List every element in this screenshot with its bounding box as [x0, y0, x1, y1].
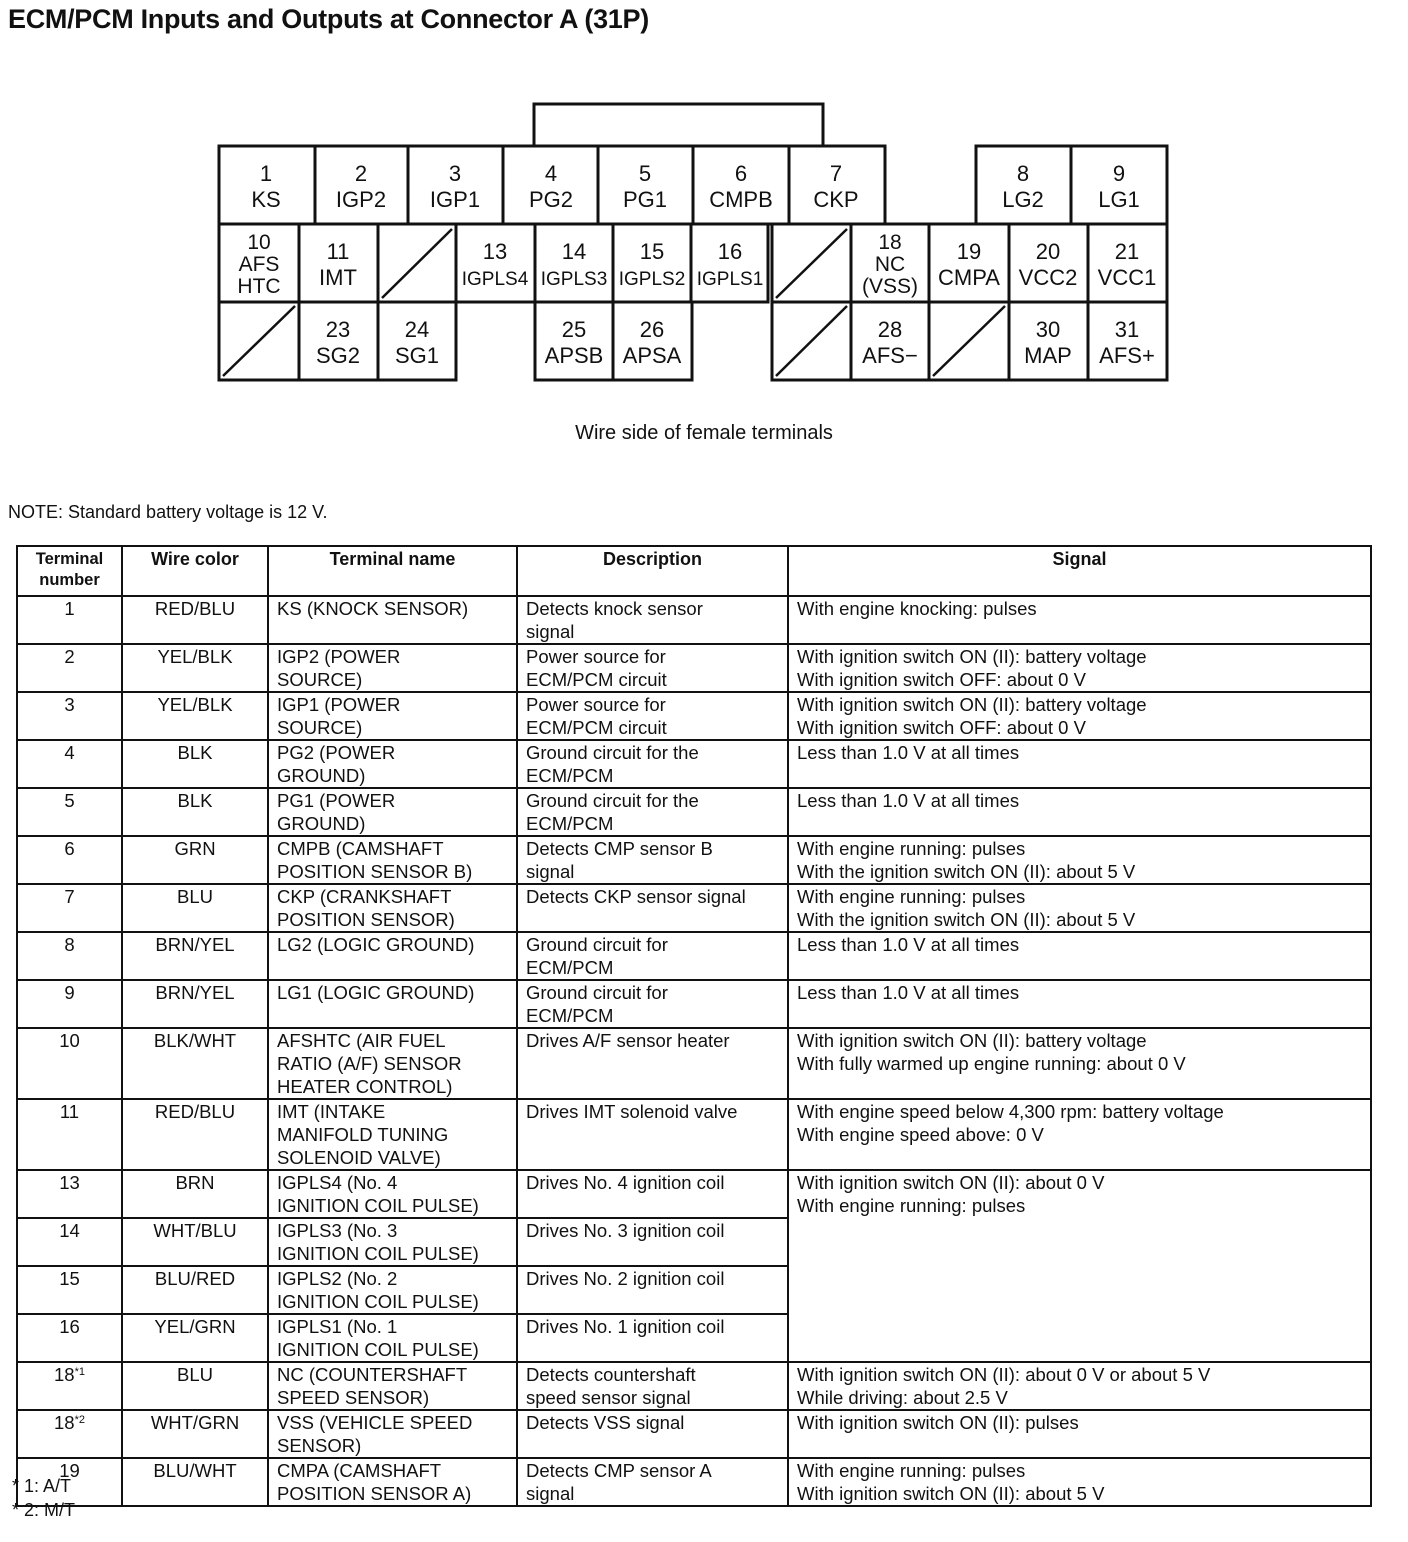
cell-terminal-number	[17, 884, 122, 932]
cell-wire-color: YEL/BLK	[122, 644, 268, 692]
pin-signal-name-24: SG1	[394, 343, 440, 368]
cell-terminal-name-line: IGPLS1 (No. 1	[277, 1316, 398, 1337]
table-row	[17, 1458, 1371, 1506]
cell-terminal-name-line: GROUND)	[277, 813, 366, 834]
pin-number-31: 31	[1114, 317, 1140, 342]
cell-signal-line: With engine running: pulses	[797, 838, 1026, 859]
cell-description	[517, 1362, 788, 1410]
table-row	[17, 1028, 1371, 1099]
cell-description-line: Drives No. 2 ignition coil	[526, 1268, 725, 1289]
terminal-number: 13	[59, 1172, 80, 1193]
cell-description	[517, 1028, 788, 1099]
cell-signal	[788, 1362, 1371, 1410]
cell-terminal-name	[268, 740, 517, 788]
table-row	[17, 836, 1371, 884]
connector-diagram	[0, 0, 1408, 400]
terminal-number: 5	[64, 790, 75, 811]
table-row	[17, 1218, 1371, 1266]
table-row	[17, 1099, 1371, 1170]
header-description: Description	[517, 546, 788, 596]
cell-terminal-name-line: IGNITION COIL PULSE)	[277, 1195, 479, 1216]
pin-signal-name-23: SG2	[315, 343, 361, 368]
cell-terminal-number	[17, 1314, 122, 1362]
cell-terminal-name	[268, 980, 517, 1028]
cell-description-line: Power source for	[526, 646, 666, 667]
cell-description-line: Detects CMP sensor B	[526, 838, 713, 859]
table-header-row	[17, 546, 1371, 596]
terminal-number: 15	[59, 1268, 80, 1289]
cell-description-line: ECM/PCM circuit	[526, 717, 667, 738]
cell-description	[517, 1410, 788, 1458]
cell-terminal-name	[268, 1170, 517, 1218]
cell-signal	[788, 884, 1371, 932]
cell-description	[517, 1266, 788, 1314]
pin-number-1: 1	[259, 161, 273, 186]
cell-terminal-number	[17, 1170, 122, 1218]
terminal-number: 4	[64, 742, 75, 763]
cell-terminal-name-line: PG1 (POWER	[277, 790, 396, 811]
cell-wire-color: BLK/WHT	[122, 1028, 268, 1099]
cell-terminal-name-line: IGNITION COIL PULSE)	[277, 1291, 479, 1312]
table-row	[17, 740, 1371, 788]
cell-terminal-name-line: SPEED SENSOR)	[277, 1387, 430, 1408]
cell-signal	[788, 1410, 1371, 1458]
cell-description-line: Drives No. 4 ignition coil	[526, 1172, 725, 1193]
pin-number-8: 8	[1016, 161, 1030, 186]
cell-signal	[788, 1314, 1371, 1362]
cell-description	[517, 1458, 788, 1506]
cell-description	[517, 932, 788, 980]
cell-terminal-name-line: CKP (CRANKSHAFT	[277, 886, 452, 907]
cell-terminal-name-line: LG1 (LOGIC GROUND)	[277, 982, 475, 1003]
pin-signal-name-18: NC	[874, 253, 906, 276]
cell-terminal-name	[268, 1099, 517, 1170]
cell-wire-color: GRN	[122, 836, 268, 884]
cell-signal-line: With ignition switch ON (II): battery voltage	[797, 694, 1147, 715]
pin-signal-name-28: AFS−	[862, 343, 918, 368]
table-row	[17, 788, 1371, 836]
pin-signal-name-2: IGP2	[335, 187, 387, 212]
cell-signal	[788, 1099, 1371, 1170]
cell-signal	[788, 1266, 1371, 1314]
cell-terminal-number	[17, 740, 122, 788]
cell-description	[517, 788, 788, 836]
cell-wire-color: YEL/GRN	[122, 1314, 268, 1362]
table-row	[17, 1170, 1371, 1218]
table-row	[17, 1410, 1371, 1458]
cell-terminal-number	[17, 1099, 122, 1170]
terminal-number: 11	[59, 1101, 80, 1122]
cell-signal-line: With engine running: pulses	[797, 1195, 1026, 1216]
pin-signal-name-10: AFS	[238, 253, 280, 276]
cell-terminal-name	[268, 884, 517, 932]
cell-terminal-number	[17, 788, 122, 836]
pin-number-15: 15	[639, 239, 665, 264]
terminal-number: 6	[64, 838, 75, 859]
table-body	[17, 596, 1371, 1506]
cell-terminal-name	[268, 1218, 517, 1266]
cell-terminal-name-line: SENSOR)	[277, 1435, 362, 1456]
cell-wire-color: WHT/GRN	[122, 1410, 268, 1458]
cell-signal	[788, 644, 1371, 692]
pin-number-21: 21	[1114, 239, 1140, 264]
cell-terminal-name	[268, 932, 517, 980]
cell-terminal-name-line: PG2 (POWER	[277, 742, 396, 763]
terminal-number: 16	[59, 1316, 80, 1337]
pin-number-19: 19	[956, 239, 982, 264]
terminal-number: 9	[64, 982, 75, 1003]
connector-caption: Wire side of female terminals	[575, 422, 833, 444]
cell-signal-line: With ignition switch ON (II): battery voltage	[797, 1030, 1147, 1051]
cell-terminal-name-line: CMPB (CAMSHAFT	[277, 838, 444, 859]
cell-terminal-name-line: MANIFOLD TUNING	[277, 1124, 449, 1145]
cell-signal	[788, 1218, 1371, 1266]
cell-signal	[788, 740, 1371, 788]
cell-description-line: Detects countershaft	[526, 1364, 696, 1385]
cell-signal-line: Less than 1.0 V at all times	[797, 934, 1020, 955]
pin-signal-name-4: PG2	[528, 187, 574, 212]
header-terminal-name: Terminal name	[268, 546, 517, 596]
cell-description-line: Detects VSS signal	[526, 1412, 685, 1433]
cell-terminal-name-line: POSITION SENSOR)	[277, 909, 455, 930]
cell-signal	[788, 1028, 1371, 1099]
cell-description-line: ECM/PCM	[526, 765, 614, 786]
cell-wire-color: BRN/YEL	[122, 980, 268, 1028]
cell-terminal-name	[268, 836, 517, 884]
pin-signal-name-25: APSB	[544, 343, 604, 368]
terminal-number: 1	[64, 598, 75, 619]
pin-signal-name-13: IGPLS4	[461, 269, 529, 290]
cell-signal-line: With engine speed above: 0 V	[797, 1124, 1044, 1145]
cell-terminal-number	[17, 1410, 122, 1458]
cell-wire-color: WHT/BLU	[122, 1218, 268, 1266]
pin-signal-name-26: APSA	[622, 343, 682, 368]
cell-description-line: ECM/PCM circuit	[526, 669, 667, 690]
pin-signal-name-6: CMPB	[709, 187, 773, 212]
empty-cavity-17	[776, 229, 847, 298]
pin-number-28: 28	[877, 317, 903, 342]
cell-wire-color: RED/BLU	[122, 1099, 268, 1170]
pin-number-11: 11	[326, 239, 350, 264]
cell-terminal-name	[268, 1314, 517, 1362]
page-title: ECM/PCM Inputs and Outputs at Connector A (31P)	[8, 4, 649, 34]
cell-terminal-name-line: GROUND)	[277, 765, 366, 786]
pin-signal-name-19: CMPA	[938, 265, 1000, 290]
cell-wire-color: BRN	[122, 1170, 268, 1218]
cell-signal	[788, 932, 1371, 980]
terminal-number: 3	[64, 694, 75, 715]
pin-signal-name-2-10: HTC	[237, 275, 281, 298]
cell-terminal-name-line: NC (COUNTERSHAFT	[277, 1364, 468, 1385]
cell-signal	[788, 836, 1371, 884]
table-row	[17, 1266, 1371, 1314]
cell-terminal-name-line: IGPLS4 (No. 4	[277, 1172, 398, 1193]
cell-wire-color: BLK	[122, 740, 268, 788]
pin-signal-name-7: CKP	[813, 187, 859, 212]
pin-number-30: 30	[1035, 317, 1061, 342]
pin-signal-name-21: VCC1	[1097, 265, 1157, 290]
cell-terminal-name-line: KS (KNOCK SENSOR)	[277, 598, 469, 619]
terminal-number: 18	[54, 1412, 75, 1433]
pin-number-24: 24	[404, 317, 430, 342]
cell-terminal-name-line: SOURCE)	[277, 669, 363, 690]
cell-description-line: Drives A/F sensor heater	[526, 1030, 730, 1051]
pin-signal-name-1: KS	[251, 187, 281, 212]
cell-signal-line: With engine running: pulses	[797, 886, 1026, 907]
cell-signal	[788, 788, 1371, 836]
table-row	[17, 884, 1371, 932]
pin-signal-name-20: VCC2	[1018, 265, 1078, 290]
terminal-number: 18	[54, 1364, 75, 1385]
cell-description-line: speed sensor signal	[526, 1387, 691, 1408]
pin-number-16: 16	[717, 239, 743, 264]
cell-terminal-name-line: IGPLS2 (No. 2	[277, 1268, 398, 1289]
pin-number-14: 14	[561, 239, 587, 264]
connector-outline	[219, 104, 1167, 380]
cell-wire-color: BLU/RED	[122, 1266, 268, 1314]
cell-description-line: signal	[526, 861, 575, 882]
pin-number-13: 13	[482, 239, 508, 264]
cell-signal-line: With ignition switch ON (II): pulses	[797, 1412, 1079, 1433]
pin-number-23: 23	[325, 317, 351, 342]
table-row	[17, 1314, 1371, 1362]
pin-number-18: 18	[878, 231, 902, 254]
cell-wire-color: YEL/BLK	[122, 692, 268, 740]
cell-signal	[788, 692, 1371, 740]
cell-terminal-name-line: LG2 (LOGIC GROUND)	[277, 934, 475, 955]
header-terminal-number: Terminal number	[17, 546, 122, 596]
cell-signal-line: With ignition switch OFF: about 0 V	[797, 669, 1086, 690]
pin-number-3: 3	[448, 161, 462, 186]
cell-wire-color: RED/BLU	[122, 596, 268, 644]
pin-signal-name-30: MAP	[1024, 343, 1072, 368]
footnote-mark: *2	[74, 1414, 85, 1426]
footnote-2: * 2: M/T	[12, 1500, 76, 1520]
cell-terminal-number	[17, 980, 122, 1028]
cell-terminal-name-line: SOURCE)	[277, 717, 363, 738]
cell-description-line: Ground circuit for	[526, 934, 668, 955]
cell-terminal-name-line: RATIO (A/F) SENSOR	[277, 1053, 462, 1074]
pin-number-6: 6	[734, 161, 748, 186]
cell-terminal-name-line: IGP2 (POWER	[277, 646, 401, 667]
pin-number-7: 7	[829, 161, 843, 186]
cell-description	[517, 596, 788, 644]
terminal-number: 2	[64, 646, 75, 667]
pin-signal-name-31: AFS+	[1099, 343, 1155, 368]
cell-description-line: signal	[526, 1483, 575, 1504]
empty-cavity-22	[223, 306, 295, 376]
pin-signal-name-3: IGP1	[429, 187, 481, 212]
cell-signal-line: With ignition switch ON (II): about 0 V	[797, 1172, 1105, 1193]
cell-terminal-name-line: SOLENOID VALVE)	[277, 1147, 441, 1168]
cell-description-line: ECM/PCM	[526, 1005, 614, 1026]
pin-number-10: 10	[247, 231, 271, 254]
cell-description	[517, 1314, 788, 1362]
cell-terminal-name-line: AFSHTC (AIR FUEL	[277, 1030, 446, 1051]
cell-description	[517, 836, 788, 884]
header-wire-color: Wire color	[122, 546, 268, 596]
cell-signal-line: With the ignition switch ON (II): about 5 V	[797, 909, 1136, 930]
cell-terminal-number	[17, 644, 122, 692]
pin-signal-name-9: LG1	[1098, 187, 1140, 212]
cell-terminal-name	[268, 596, 517, 644]
cell-signal	[788, 980, 1371, 1028]
battery-voltage-note: NOTE: Standard battery voltage is 12 V.	[8, 502, 328, 522]
pin-signal-name-11: IMT	[319, 265, 357, 290]
cell-signal-line: With the ignition switch ON (II): about 5 V	[797, 861, 1136, 882]
footnotes	[12, 1474, 75, 1522]
cell-signal-line: Less than 1.0 V at all times	[797, 982, 1020, 1003]
cell-terminal-number	[17, 1362, 122, 1410]
cell-signal-line: With ignition switch OFF: about 0 V	[797, 717, 1086, 738]
cell-terminal-name	[268, 644, 517, 692]
empty-cavity-12	[382, 229, 452, 298]
cell-description-line: Drives IMT solenoid valve	[526, 1101, 738, 1122]
cell-terminal-name-line: IGPLS3 (No. 3	[277, 1220, 398, 1241]
cell-signal-line: While driving: about 2.5 V	[797, 1387, 1008, 1408]
pin-signal-name-15: IGPLS2	[618, 269, 686, 290]
cell-terminal-name-line: IGNITION COIL PULSE)	[277, 1339, 479, 1360]
cell-wire-color: BRN/YEL	[122, 932, 268, 980]
cell-description	[517, 884, 788, 932]
cell-description	[517, 1099, 788, 1170]
cell-terminal-number	[17, 932, 122, 980]
cell-description-line: Ground circuit for	[526, 982, 668, 1003]
cell-terminal-name	[268, 1266, 517, 1314]
cell-signal	[788, 1458, 1371, 1506]
table-row	[17, 980, 1371, 1028]
cell-description-line: Drives No. 1 ignition coil	[526, 1316, 725, 1337]
cell-terminal-name	[268, 692, 517, 740]
cell-description-line: ECM/PCM	[526, 813, 614, 834]
cell-signal-line: With ignition switch ON (II): battery voltage	[797, 646, 1147, 667]
cell-description	[517, 644, 788, 692]
cell-signal-line: With ignition switch ON (II): about 0 V or about 5 V	[797, 1364, 1211, 1385]
cell-terminal-name	[268, 788, 517, 836]
cell-wire-color: BLK	[122, 788, 268, 836]
cell-terminal-name-line: IGNITION COIL PULSE)	[277, 1243, 479, 1264]
table-row	[17, 692, 1371, 740]
cell-terminal-number	[17, 596, 122, 644]
cell-description-line: signal	[526, 621, 575, 642]
cell-description-line: Detects CMP sensor A	[526, 1460, 712, 1481]
cell-terminal-name-line: POSITION SENSOR B)	[277, 861, 473, 882]
cell-terminal-name	[268, 1362, 517, 1410]
cell-description-line: Ground circuit for the	[526, 790, 699, 811]
terminal-number: 8	[64, 934, 75, 955]
terminal-table	[16, 545, 1372, 1507]
cell-terminal-name-line: POSITION SENSOR A)	[277, 1483, 472, 1504]
cell-signal-line: With fully warmed up engine running: about 0 V	[797, 1053, 1186, 1074]
terminal-number: 14	[59, 1220, 80, 1241]
terminal-number: 7	[64, 886, 75, 907]
cell-description-line: Drives No. 3 ignition coil	[526, 1220, 725, 1241]
cell-description-line: Detects CKP sensor signal	[526, 886, 746, 907]
cell-signal-line: Less than 1.0 V at all times	[797, 742, 1020, 763]
empty-cavity-27	[776, 306, 847, 376]
footnote-mark: *1	[74, 1366, 85, 1378]
cell-description	[517, 1218, 788, 1266]
table-row	[17, 1362, 1371, 1410]
cell-description-line: Detects knock sensor	[526, 598, 703, 619]
pin-signal-name-14: IGPLS3	[540, 269, 608, 290]
cell-terminal-number	[17, 692, 122, 740]
pin-number-5: 5	[638, 161, 652, 186]
cell-description	[517, 740, 788, 788]
table-row	[17, 644, 1371, 692]
cell-wire-color: BLU	[122, 1362, 268, 1410]
cell-description-line: Ground circuit for the	[526, 742, 699, 763]
pin-number-9: 9	[1112, 161, 1126, 186]
pin-number-25: 25	[561, 317, 587, 342]
header-signal: Signal	[788, 546, 1371, 596]
cell-terminal-number	[17, 1266, 122, 1314]
pin-labels	[237, 161, 1156, 368]
cell-signal-line: Less than 1.0 V at all times	[797, 790, 1020, 811]
table-row	[17, 932, 1371, 980]
pin-signal-name-16: IGPLS1	[696, 269, 764, 290]
footnote-1: * 1: A/T	[12, 1476, 72, 1496]
terminal-number: 19	[59, 1460, 80, 1481]
cell-description	[517, 692, 788, 740]
cell-signal-line: With ignition switch ON (II): about 5 V	[797, 1483, 1105, 1504]
pin-number-20: 20	[1035, 239, 1061, 264]
cell-description-line: ECM/PCM	[526, 957, 614, 978]
table-row	[17, 596, 1371, 644]
cell-terminal-name	[268, 1028, 517, 1099]
cell-signal	[788, 596, 1371, 644]
cell-wire-color: BLU/WHT	[122, 1458, 268, 1506]
pin-signal-name-2-18: (VSS)	[861, 275, 919, 298]
cell-description-line: Power source for	[526, 694, 666, 715]
cell-signal	[788, 1170, 1371, 1218]
pin-signal-name-5: PG1	[622, 187, 668, 212]
cell-terminal-number	[17, 836, 122, 884]
empty-cavity-29	[933, 306, 1005, 376]
pin-number-4: 4	[544, 161, 558, 186]
cell-description	[517, 1170, 788, 1218]
cell-terminal-name-line: IGP1 (POWER	[277, 694, 401, 715]
cell-terminal-name-line: VSS (VEHICLE SPEED	[277, 1412, 473, 1433]
cell-terminal-name	[268, 1458, 517, 1506]
cell-terminal-name-line: IMT (INTAKE	[277, 1101, 386, 1122]
cell-description	[517, 980, 788, 1028]
cell-signal-line: With engine running: pulses	[797, 1460, 1026, 1481]
cell-terminal-name-line: HEATER CONTROL)	[277, 1076, 453, 1097]
pin-number-26: 26	[639, 317, 665, 342]
cell-signal-line: With engine speed below 4,300 rpm: battery voltage	[797, 1101, 1224, 1122]
cell-terminal-number	[17, 1028, 122, 1099]
cell-terminal-name	[268, 1410, 517, 1458]
cell-terminal-number	[17, 1218, 122, 1266]
pin-signal-name-8: LG2	[1002, 187, 1044, 212]
cell-terminal-name-line: CMPA (CAMSHAFT	[277, 1460, 442, 1481]
terminal-number: 10	[59, 1030, 80, 1051]
cell-wire-color: BLU	[122, 884, 268, 932]
cell-signal-line: With engine knocking: pulses	[797, 598, 1037, 619]
pin-number-2: 2	[354, 161, 368, 186]
